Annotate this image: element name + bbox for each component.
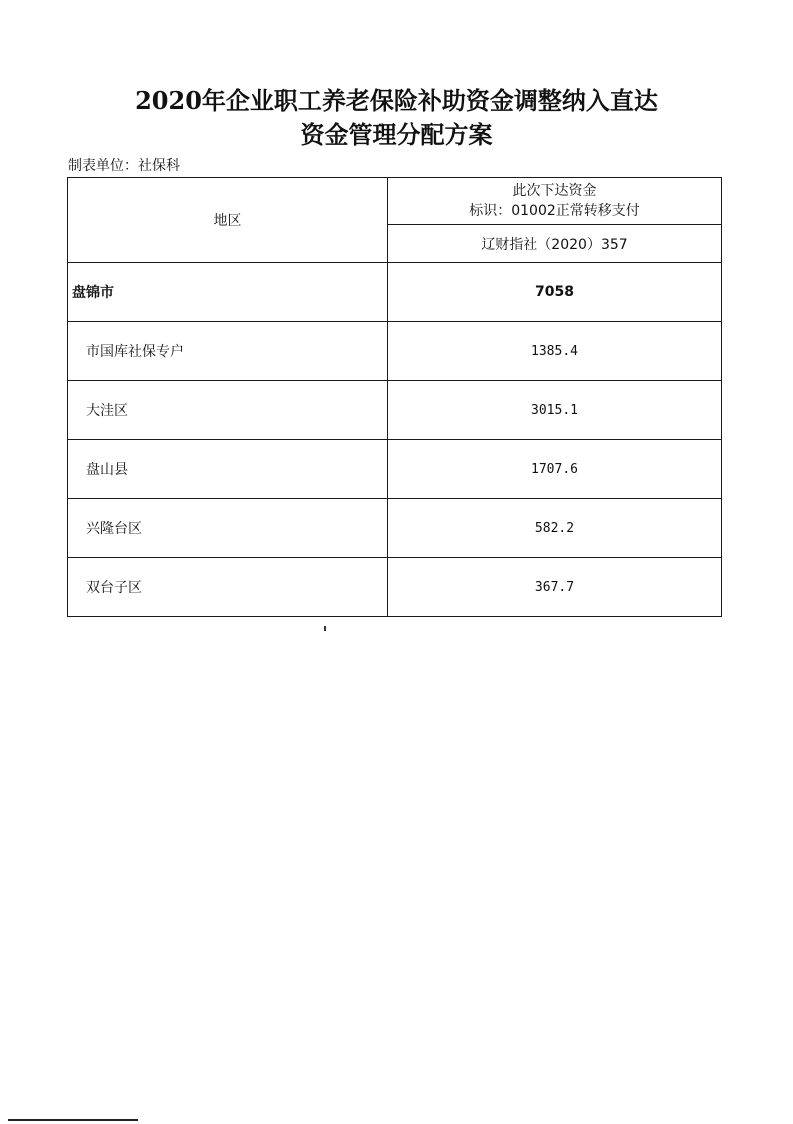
table-row <box>68 440 722 499</box>
region-name: 大洼区 <box>68 381 388 440</box>
header-document-number: 辽财指社（2020）357 <box>388 225 722 263</box>
region-amount: 1707.6 <box>388 440 722 499</box>
header-fund-identifier: 标识：01002正常转移支付 <box>469 203 640 219</box>
table-row <box>68 381 722 440</box>
region-amount: 3015.1 <box>388 381 722 440</box>
region-amount: 7058 <box>388 263 722 322</box>
table-row <box>68 322 722 381</box>
table-row-total <box>68 263 722 322</box>
header-region: 地区 <box>68 178 388 263</box>
title-line-2: 资金管理分配方案 <box>300 120 493 149</box>
allocation-table <box>67 177 722 617</box>
region-name: 市国库社保专户 <box>68 322 388 381</box>
region-amount: 582.2 <box>388 499 722 558</box>
title-line-1: 2020年企业职工养老保险补助资金调整纳入直达 <box>135 86 658 115</box>
table-row <box>68 558 722 617</box>
header-fund <box>388 178 722 225</box>
footer-divider <box>8 1119 138 1121</box>
header-fund-title: 此次下达资金 <box>512 183 597 199</box>
region-name: 双台子区 <box>68 558 388 617</box>
region-name: 兴隆台区 <box>68 499 388 558</box>
table-row <box>68 499 722 558</box>
preparing-unit-label: 制表单位：社保科 <box>68 158 180 174</box>
scan-mark <box>324 626 326 631</box>
region-amount: 1385.4 <box>388 322 722 381</box>
region-name: 盘山县 <box>68 440 388 499</box>
region-name: 盘锦市 <box>68 263 388 322</box>
document-title <box>0 84 793 152</box>
region-amount: 367.7 <box>388 558 722 617</box>
